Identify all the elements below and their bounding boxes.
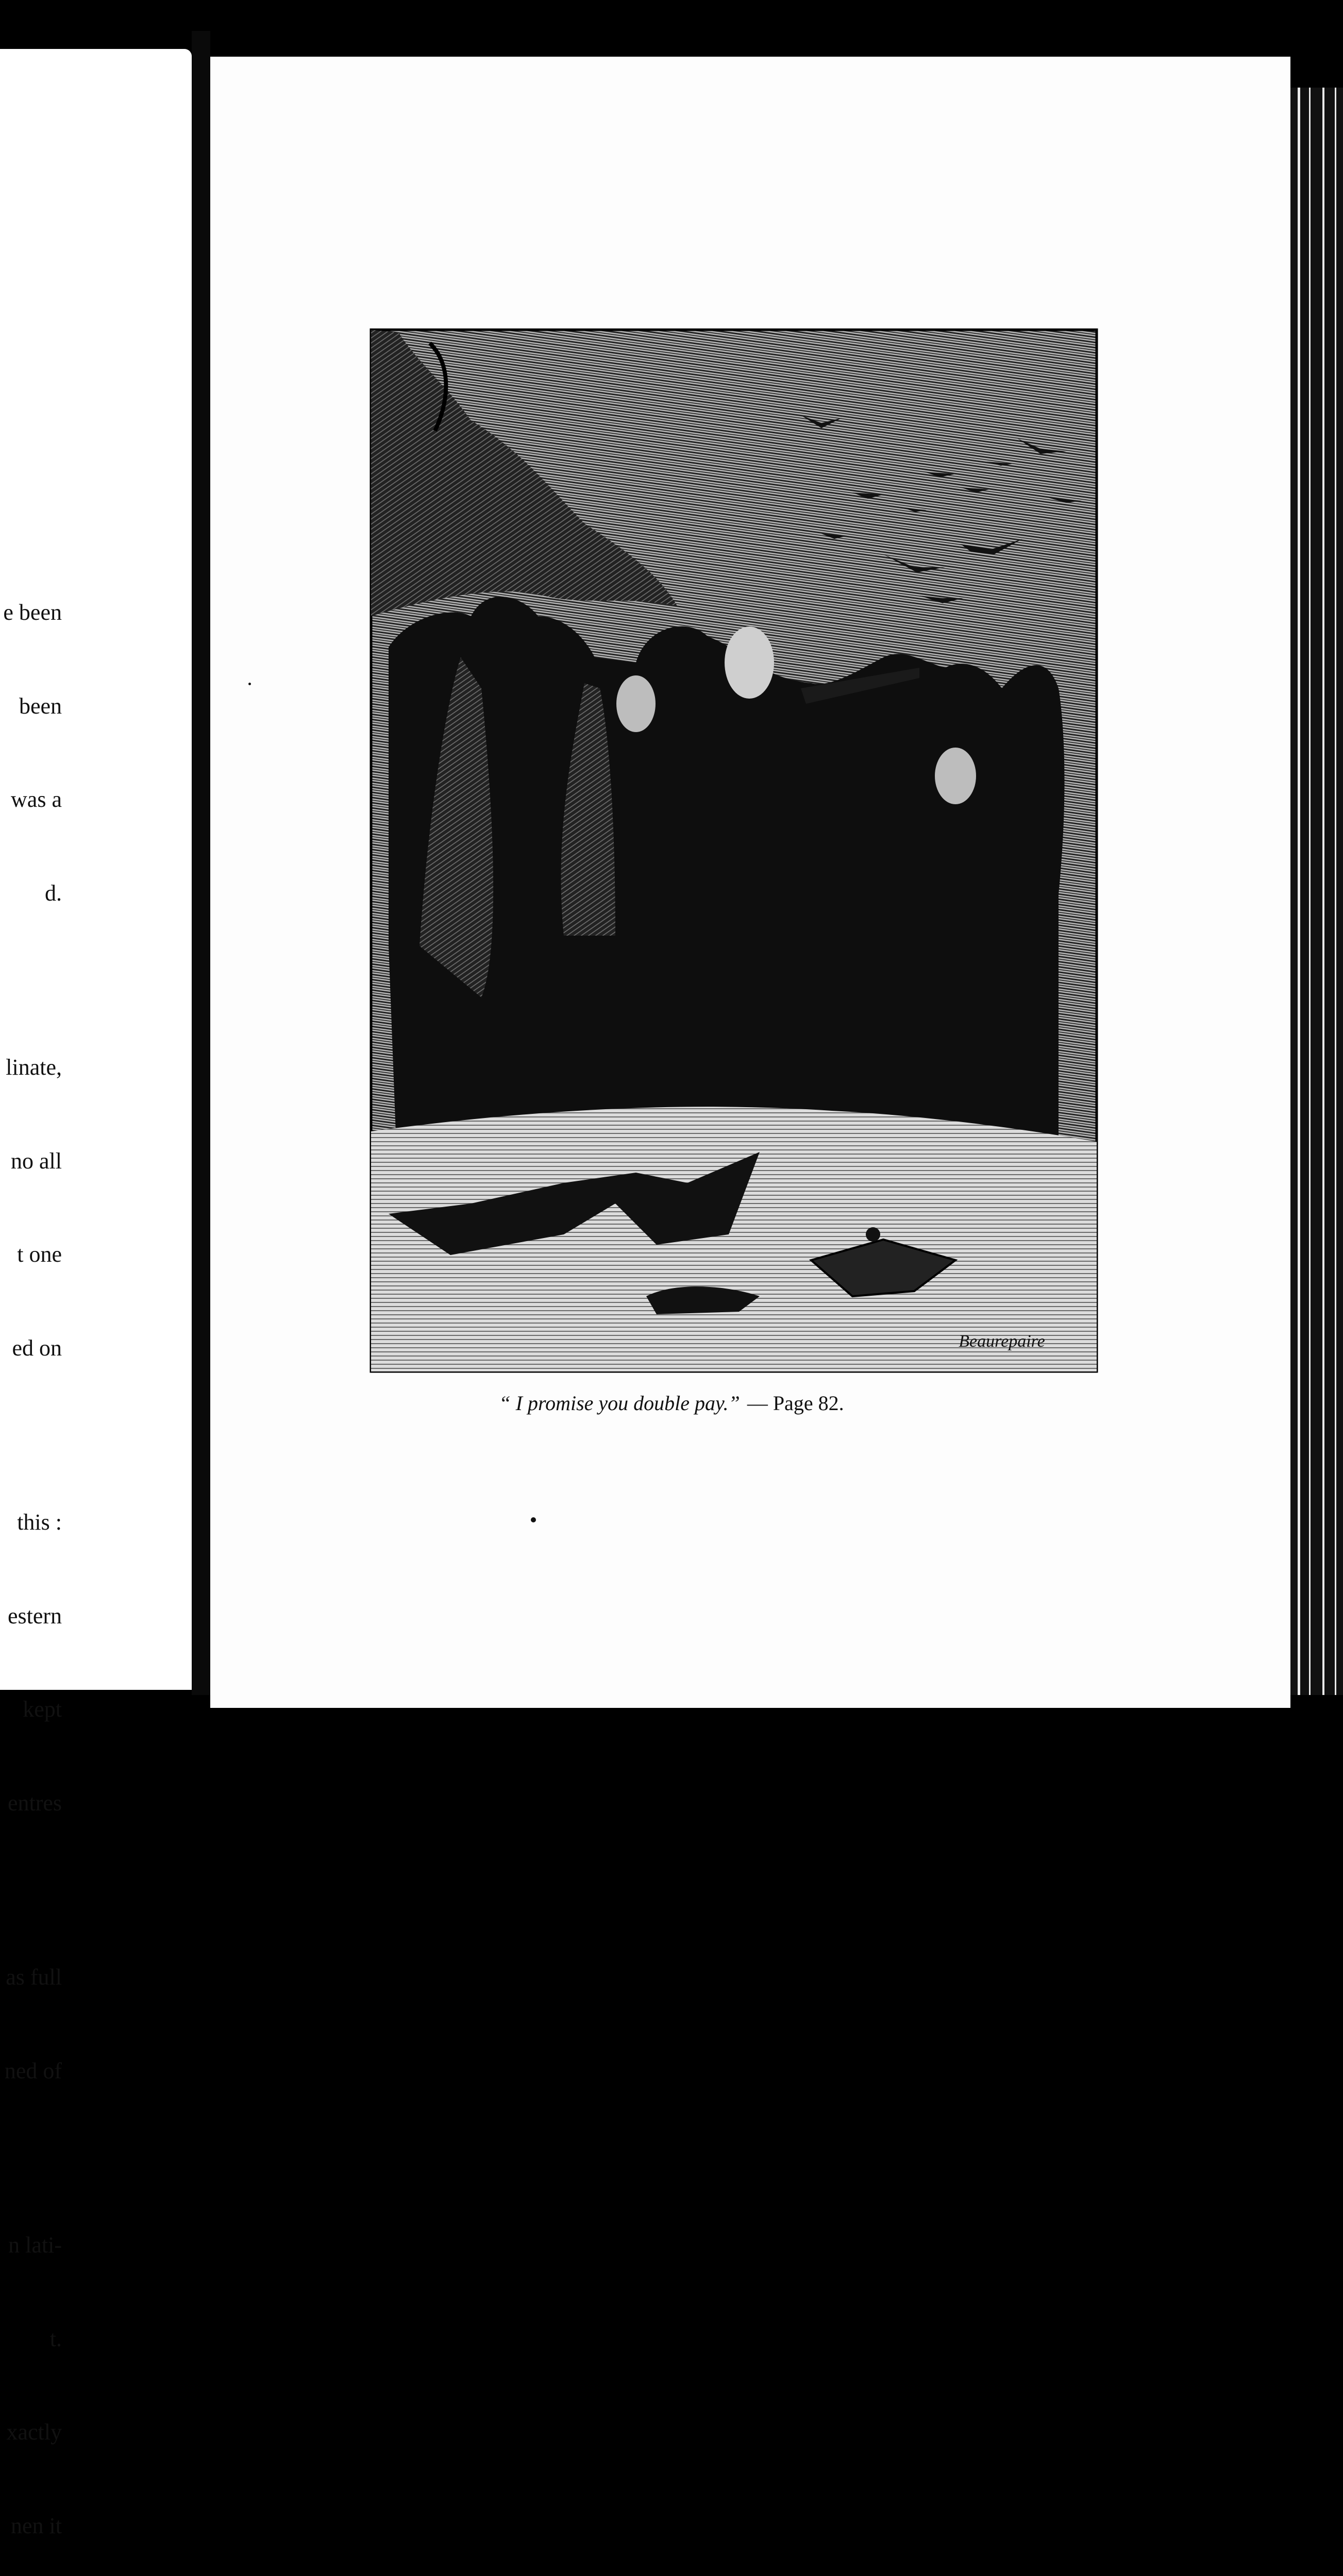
left-page-text [0,535,62,2576]
printing-speck [531,1517,536,1522]
text-line: was a [11,787,62,812]
text-line: e been [3,600,62,625]
caption-quote: “ I promise you double pay.” [499,1392,740,1415]
artist-signature: Beaurepaire [959,1332,1045,1351]
text-line: nen it [11,2513,62,2538]
engraving-illustration [368,328,1100,1374]
text-line: t. [49,2326,62,2351]
text-line: ned of [4,2058,62,2083]
text-line: kept [23,1697,62,1722]
printing-speck [248,683,251,685]
text-line: ed on [12,1335,62,1361]
text-line: estern [7,1603,62,1629]
text-line: xactly [6,2419,62,2445]
text-line: been [19,693,62,719]
caption-page-reference: — Page 82. [747,1392,844,1415]
illustration-caption [0,1391,1343,1415]
text-line: n lati- [8,2232,62,2258]
text-line: no all [11,1148,62,1174]
book-gutter [192,31,210,1695]
text-line: entres [7,1790,62,1816]
text-line: this : [17,1510,62,1535]
text-line: d. [45,880,62,906]
page-edges [1290,88,1343,1695]
text-line: as full [6,1964,62,1990]
text-line: t one [17,1242,62,1267]
text-line: linate, [6,1055,62,1080]
